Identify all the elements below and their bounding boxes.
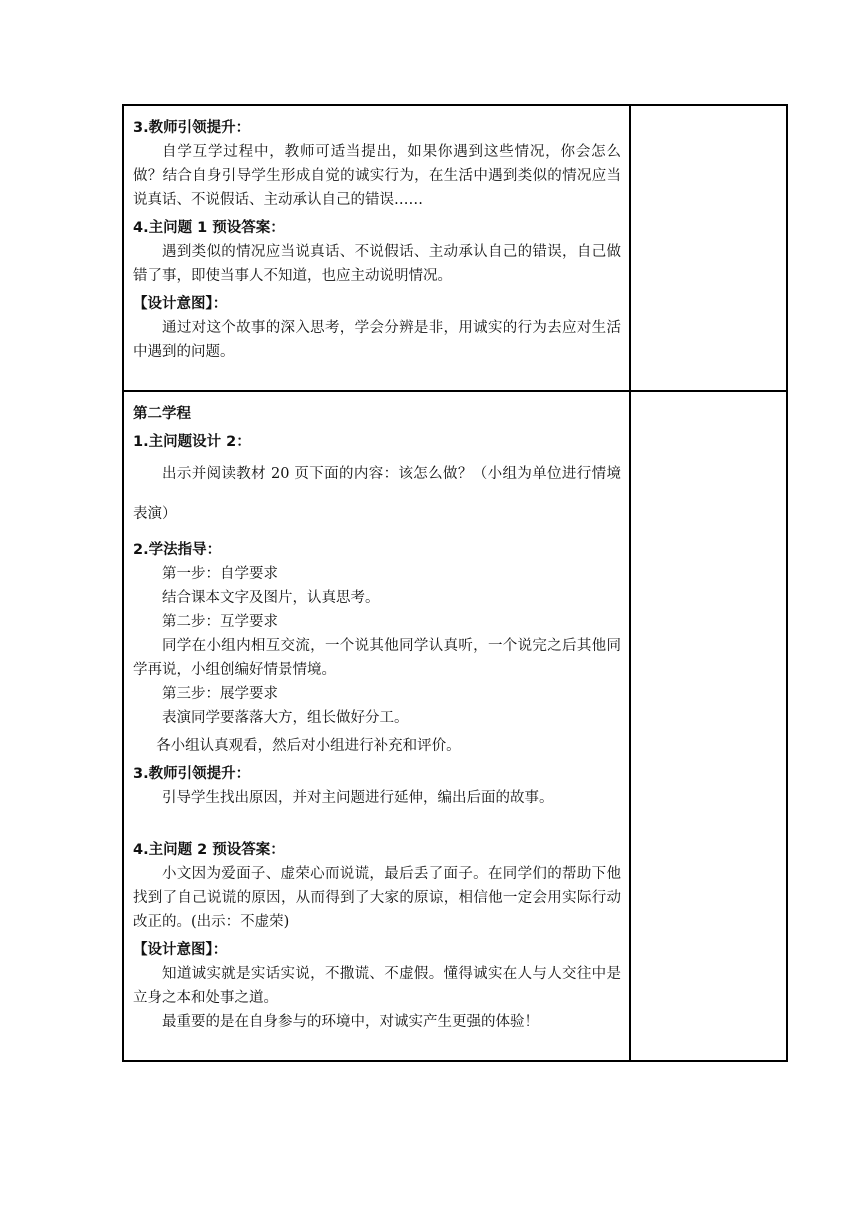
section-heading: 4.主问题 2 预设答案： <box>133 842 285 858</box>
lesson-plan-table <box>122 104 788 1062</box>
paragraph: 最重要的是在自身参与的环境中，对诚实产生更强的体验！ <box>162 1014 539 1030</box>
section-heading: 3.教师引领提升： <box>133 120 251 136</box>
paragraph: 出示并阅读教材 20 页下面的内容：该怎么做？（小组为单位进行情境表演） <box>133 466 621 522</box>
step-text: 同学在小组内相互交流，一个说其他同学认真听，一个说完之后其他同学再说，小组创编好情景情境。 <box>133 638 621 678</box>
design-intent-heading: 【设计意图】： <box>133 942 228 958</box>
section-heading: 2.学法指导： <box>133 542 222 558</box>
paragraph: 知道诚实就是实话实说，不撒谎、不虚假。懂得诚实在人与人交往中是立身之本和处事之道。 <box>133 966 621 1006</box>
step-text: 结合课本文字及图片，认真思考。 <box>162 590 380 606</box>
step-label: 第二步：互学要求 <box>162 614 278 630</box>
paragraph: 通过对这个故事的深入思考，学会分辨是非，用诚实的行为去应对生活中遇到的问题。 <box>133 320 621 360</box>
design-intent-heading: 【设计意图】： <box>133 296 228 312</box>
step-label: 第三步：展学要求 <box>162 686 278 702</box>
side-notes-cell <box>630 105 787 391</box>
section-heading: 4.主问题 1 预设答案： <box>133 220 285 236</box>
step-text: 表演同学要落落大方，组长做好分工。 <box>162 710 409 726</box>
table-row <box>123 391 787 1061</box>
paragraph: 自学互学过程中，教师可适当提出，如果你遇到这些情况，你会怎么做？结合自身引导学生形成自觉的诚实行为，在生活中遇到类似的情况应当说真话、不说假话、主动承认自己的错误…… <box>133 144 621 208</box>
table-row <box>123 105 787 391</box>
paragraph: 小文因为爱面子、虚荣心而说谎，最后丢了面子。在同学们的帮助下他找到了自己说谎的原因，从而得到了大家的原谅，相信他一定会用实际行动改正的。(出示：不虚荣) <box>133 866 621 930</box>
paragraph: 引导学生找出原因，并对主问题进行延伸，编出后面的故事。 <box>162 790 554 806</box>
main-cell <box>123 105 630 391</box>
paragraph: 各小组认真观看，然后对小组进行补充和评价。 <box>156 738 461 754</box>
section-heading: 1.主问题设计 2： <box>133 434 251 450</box>
main-cell <box>123 391 630 1061</box>
step-label: 第一步：自学要求 <box>162 566 278 582</box>
paragraph: 遇到类似的情况应当说真话、不说假话、主动承认自己的错误，自己做错了事，即使当事人不知道，也应主动说明情况。 <box>133 244 621 284</box>
section-title: 第二学程 <box>133 406 191 422</box>
section-heading: 3.教师引领提升： <box>133 766 251 782</box>
side-notes-cell <box>630 391 787 1061</box>
